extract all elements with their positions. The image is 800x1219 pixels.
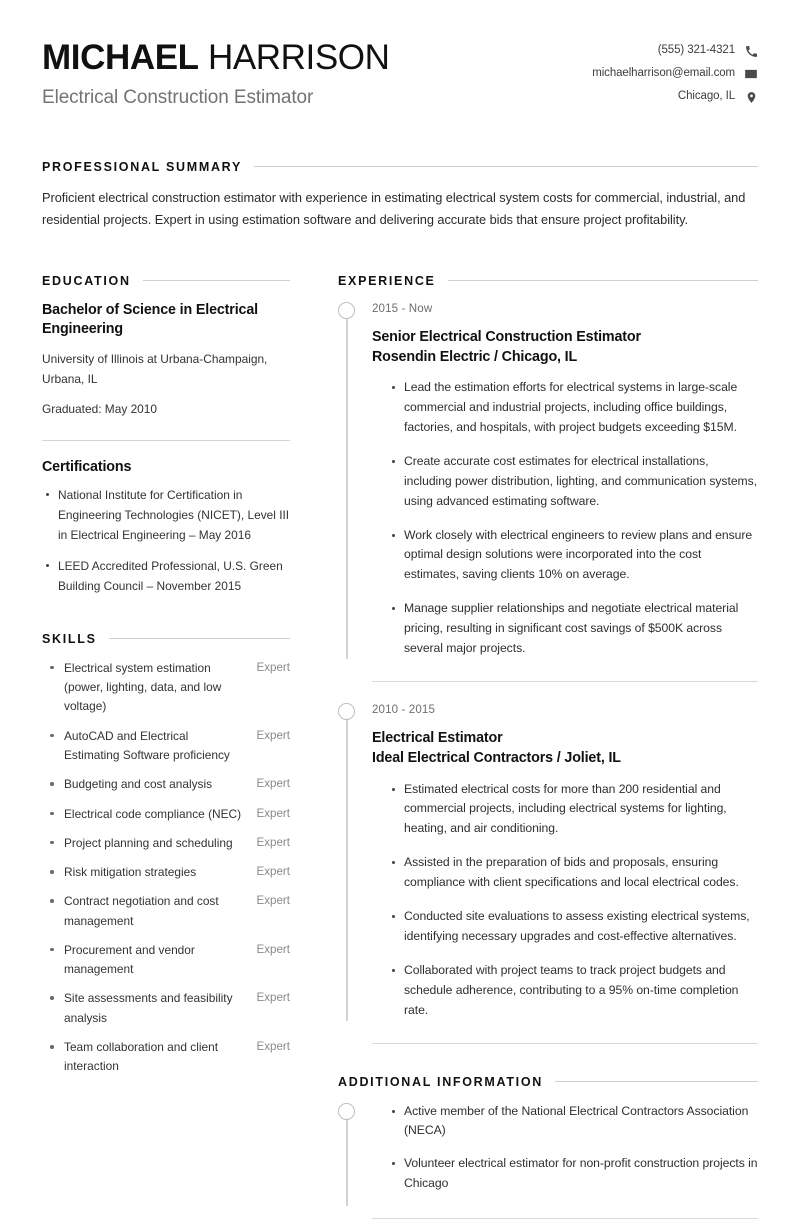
education-degree: Bachelor of Science in Electrical Engineering <box>42 301 290 340</box>
timeline-marker-icon <box>338 703 355 720</box>
education-school: University of Illinois at Urbana-Champaign, Urbana, IL <box>42 350 290 389</box>
resume-header <box>42 34 758 109</box>
candidate-job-title: Electrical Construction Estimator <box>42 87 592 109</box>
list-item: Active member of the National Electrical Contractors Association (NECA) <box>390 1102 758 1142</box>
heading-rule <box>448 280 758 281</box>
candidate-name <box>42 38 592 79</box>
skill-name: Team collaboration and client interaction <box>42 1038 246 1077</box>
body-columns <box>42 274 758 1219</box>
skill-level: Expert <box>256 805 290 824</box>
heading-rule <box>555 1081 758 1082</box>
skill-name: Risk mitigation strategies <box>42 863 246 882</box>
last-name: HARRISON <box>208 38 390 77</box>
first-name: MICHAEL <box>42 38 199 77</box>
skill-name: AutoCAD and Electrical Estimating Software proficiency <box>42 727 246 766</box>
skill-name: Project planning and scheduling <box>42 834 246 853</box>
experience-entry <box>338 301 758 659</box>
education-graduation: Graduated: May 2010 <box>42 400 290 419</box>
list-item <box>42 892 290 931</box>
experience-divider <box>372 1043 758 1044</box>
experience-heading: EXPERIENCE <box>338 274 436 288</box>
list-item: Volunteer electrical estimator for non-profit construction projects in Chicago <box>390 1154 758 1194</box>
skill-level: Expert <box>256 727 290 746</box>
list-item <box>42 659 290 717</box>
list-item <box>42 989 290 1028</box>
skill-name: Procurement and vendor management <box>42 941 246 980</box>
experience-dates: 2010 - 2015 <box>372 702 758 717</box>
contact-phone[interactable] <box>658 44 758 58</box>
list-item <box>42 863 290 882</box>
list-item <box>42 775 290 794</box>
list-item <box>42 834 290 853</box>
skill-name: Contract negotiation and cost management <box>42 892 246 931</box>
list-item: Conducted site evaluations to assess existing electrical systems, identifying necessary upgrades and cost-effective alternatives. <box>390 907 758 947</box>
list-item: Lead the estimation efforts for electrical systems in large-scale commercial and industrial projects, including office buildings, factories, and hospitals, with project budgets exceeding $15M. <box>390 378 758 438</box>
timeline-connector <box>346 309 348 659</box>
list-item: Work closely with electrical engineers to review plans and ensure optimal design solutions were incorporated into the cost estimates, saving clients 10% on average. <box>390 526 758 586</box>
left-column-divider <box>42 440 290 441</box>
phone-icon <box>744 44 758 58</box>
education-heading: EDUCATION <box>42 274 131 288</box>
additional-entry <box>338 1102 758 1197</box>
timeline-connector <box>346 1110 348 1207</box>
skill-name: Budgeting and cost analysis <box>42 775 246 794</box>
list-item: Manage supplier relationships and negotiate electrical material pricing, resulting in significant cost savings of $500K across several major projects. <box>390 599 758 659</box>
summary-heading: PROFESSIONAL SUMMARY <box>42 160 242 174</box>
professional-summary-section <box>42 160 758 231</box>
skill-level: Expert <box>256 659 290 678</box>
contact-phone-value: (555) 321-4321 <box>658 45 735 57</box>
additional-bullets <box>372 1102 758 1195</box>
summary-section-header <box>42 160 758 174</box>
experience-company: Ideal Electrical Contractors / Joliet, IL <box>372 748 758 768</box>
experience-dates: 2015 - Now <box>372 301 758 316</box>
education-section <box>42 274 290 597</box>
contact-location[interactable] <box>678 90 758 104</box>
right-column <box>338 274 758 1219</box>
skill-level: Expert <box>256 941 290 960</box>
experience-divider <box>372 681 758 682</box>
identity-block <box>42 38 592 109</box>
heading-rule <box>254 166 758 167</box>
skill-level: Expert <box>256 892 290 911</box>
additional-heading: ADDITIONAL INFORMATION <box>338 1075 543 1089</box>
left-column <box>42 274 290 1077</box>
timeline-marker-icon <box>338 302 355 319</box>
experience-timeline <box>338 301 758 1044</box>
contact-location-value: Chicago, IL <box>678 91 735 103</box>
summary-text: Proficient electrical construction estimator with experience in estimating electrical system costs for commercial, industrial, and residential projects. Expert in using estimation software and delivering accurate bids that ensure project profitability. <box>42 187 758 231</box>
list-item: Create accurate cost estimates for electrical installations, including power distribution, lighting, and communication systems, using advanced estimating software. <box>390 452 758 512</box>
skills-section <box>42 632 290 1077</box>
skills-heading: SKILLS <box>42 632 97 646</box>
certifications-list <box>42 486 290 597</box>
education-section-header <box>42 274 290 288</box>
email-icon <box>744 67 758 81</box>
list-item: Assisted in the preparation of bids and proposals, ensuring compliance with client specifications and local electrical codes. <box>390 853 758 893</box>
skill-level: Expert <box>256 863 290 882</box>
list-item: Collaborated with project teams to track project budgets and schedule adherence, contributing to a 95% on-time completion rate. <box>390 961 758 1021</box>
experience-section-header <box>338 274 758 288</box>
skills-section-header <box>42 632 290 646</box>
experience-entry <box>338 702 758 1021</box>
certifications-heading: Certifications <box>42 459 290 475</box>
experience-company: Rosendin Electric / Chicago, IL <box>372 347 758 367</box>
list-item <box>42 727 290 766</box>
skill-level: Expert <box>256 834 290 853</box>
skill-level: Expert <box>256 989 290 1008</box>
skill-name: Electrical code compliance (NEC) <box>42 805 246 824</box>
skill-name: Electrical system estimation (power, lighting, data, and low voltage) <box>42 659 246 717</box>
heading-rule <box>109 638 290 639</box>
heading-rule <box>143 280 290 281</box>
additional-section-header <box>338 1075 758 1089</box>
timeline-marker-icon <box>338 1103 355 1120</box>
contact-block <box>592 38 758 104</box>
experience-bullets <box>372 780 758 1021</box>
experience-role: Electrical Estimator <box>372 728 758 748</box>
experience-section <box>338 274 758 1044</box>
experience-bullets <box>372 378 758 659</box>
list-item: National Institute for Certification in Engineering Technologies (NICET), Level III in Electrical Engineering – May 2016 <box>42 486 290 545</box>
list-item <box>42 941 290 980</box>
additional-information-section <box>338 1075 758 1219</box>
skill-level: Expert <box>256 775 290 794</box>
list-item <box>42 1038 290 1077</box>
skill-level: Expert <box>256 1038 290 1057</box>
list-item: LEED Accredited Professional, U.S. Green Building Council – November 2015 <box>42 557 290 597</box>
experience-role: Senior Electrical Construction Estimator <box>372 327 758 347</box>
contact-email-value: michaelharrison@email.com <box>592 68 735 80</box>
location-pin-icon <box>744 90 758 104</box>
skill-name: Site assessments and feasibility analysis <box>42 989 246 1028</box>
contact-email[interactable] <box>592 67 758 81</box>
list-item <box>42 805 290 824</box>
list-item: Estimated electrical costs for more than 200 residential and commercial projects, including electrical systems for lighting, heating, and air conditioning. <box>390 780 758 840</box>
timeline-connector <box>346 710 348 1021</box>
skills-list <box>42 659 290 1077</box>
